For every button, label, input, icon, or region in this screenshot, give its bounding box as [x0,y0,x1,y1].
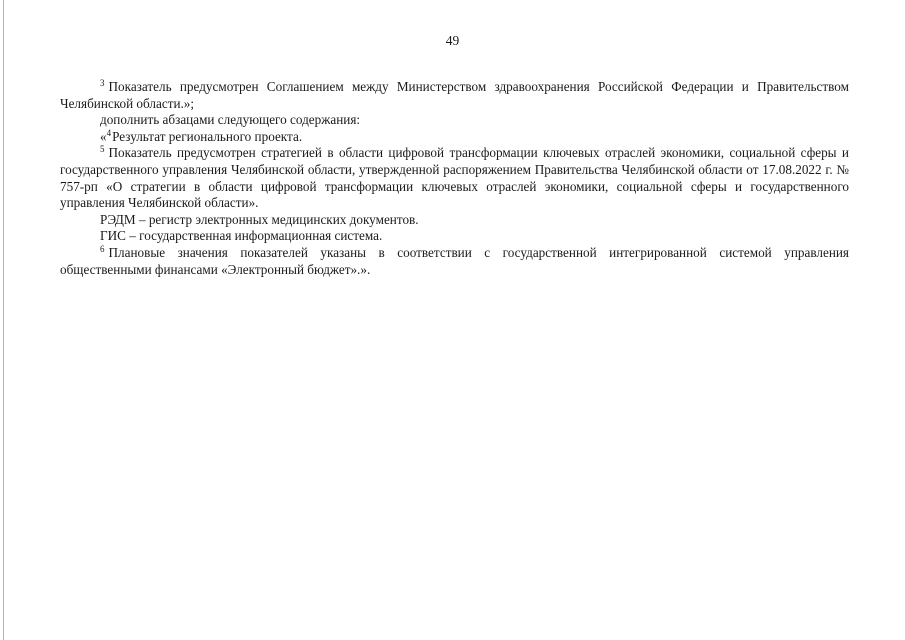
paragraph-footnote-4 [60,129,849,146]
footnote-marker: 4 [106,127,112,138]
paragraph-supplement-intro [60,112,849,129]
paragraph-text: Показатель предусмотрен Соглашением между Министерством здравоохранения Российской Федерации и Правительством Челябинской области.»; [60,79,849,111]
opening-quote: « [100,128,107,144]
paragraph-text: Результат регионального проекта. [112,128,303,144]
footnote-marker: 3 [100,78,105,88]
page-number: 49 [445,33,460,48]
paragraph-text: Плановые значения показателей указаны в соответствии с государственной интегрированной системой управления общественными финансами «Электронный бюджет».». [60,244,849,277]
paragraph-text: ГИС – государственная информационная система. [100,228,383,244]
footnote-marker: 5 [100,144,105,155]
paragraph-redm-definition [60,212,849,229]
document-body [60,79,849,278]
paragraph-footnote-6 [60,245,849,278]
paragraph-footnote-5 [60,145,849,211]
paragraph-text: Показатель предусмотрен стратегией в области цифровой трансформации ключевых отраслей экономики, социальной сферы и государственного управления Челябинской области, утвержденной распоряжением Правительства Челябинской области от 17.08.2022 г. № 757-рп «О стратегии в области цифровой трансформации ключевых отраслей экономики, социальной сферы и государственного управления Челябинской области». [60,145,849,211]
footnote-marker: 6 [100,243,105,254]
paragraph-gis-definition [60,228,849,245]
paragraph-footnote-3 [60,79,849,112]
paragraph-text: дополнить абзацами следующего содержания: [100,112,361,128]
scan-edge-line [3,0,4,640]
paragraph-text: РЭДМ – регистр электронных медицинских документов. [100,211,419,227]
